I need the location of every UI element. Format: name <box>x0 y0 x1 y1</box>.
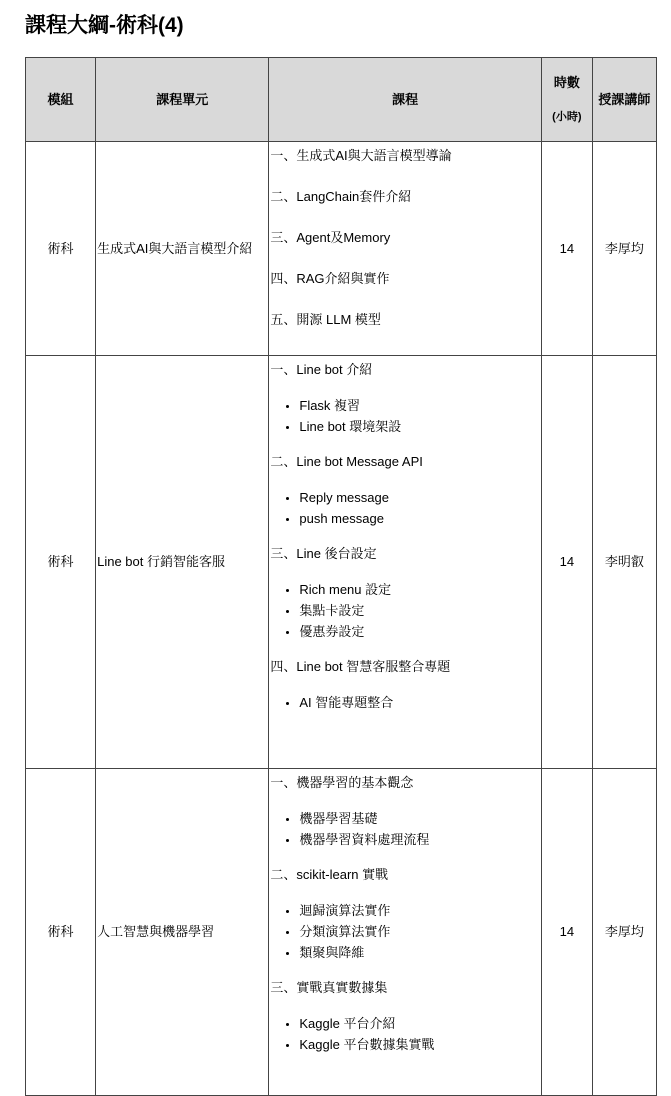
hours-cell: 14 <box>541 356 592 769</box>
list-item: • 機器學習基礎 <box>299 808 540 829</box>
list-item: • 分類演算法實作 <box>299 921 540 942</box>
list-item: • 優惠券設定 <box>299 621 540 642</box>
list-item: • 迴歸演算法實作 <box>299 900 540 921</box>
section-heading: 二、Line bot Message API <box>270 454 423 469</box>
list-item: • Kaggle 平台數據集實戰 <box>299 1034 540 1055</box>
table-header-row <box>26 58 657 142</box>
table-row <box>26 769 657 1096</box>
section-heading: 三、Agent及Memory <box>270 230 391 245</box>
topic-list <box>270 900 540 963</box>
list-item: • 類聚與降維 <box>299 942 540 963</box>
table-row <box>26 356 657 769</box>
list-item: • 機器學習資料處理流程 <box>299 829 540 850</box>
hours-cell: 14 <box>541 142 592 356</box>
module-cell: 術科 <box>26 769 96 1096</box>
unit-cell: Line bot 行銷智能客服 <box>96 356 269 769</box>
section-heading: 一、Line bot 介紹 <box>270 362 373 377</box>
topic-list <box>270 1013 540 1055</box>
list-item: • AI 智能專題整合 <box>299 692 540 713</box>
topic-list <box>270 692 540 713</box>
list-item: • Line bot 環境架設 <box>299 416 540 437</box>
instructor-cell: 李厚均 <box>592 142 656 356</box>
topic-list <box>270 487 540 529</box>
header-hours-unit: (小時) <box>552 110 582 123</box>
header-course: 課程 <box>269 58 541 142</box>
unit-cell: 生成式AI與大語言模型介紹 <box>96 142 269 356</box>
section-heading: 四、RAG介紹與實作 <box>270 271 390 286</box>
list-item: • Kaggle 平台介紹 <box>299 1013 540 1034</box>
hours-cell: 14 <box>541 769 592 1096</box>
unit-cell: 人工智慧與機器學習 <box>96 769 269 1096</box>
list-item: • push message <box>299 508 540 529</box>
section-heading: 一、生成式AI與大語言模型導論 <box>270 148 452 163</box>
header-hours <box>541 58 592 142</box>
section-heading: 四、Line bot 智慧客服整合專題 <box>270 659 451 674</box>
section-heading: 一、機器學習的基本觀念 <box>270 775 414 790</box>
section-heading: 三、Line 後台設定 <box>270 546 377 561</box>
section-heading: 二、LangChain套件介紹 <box>270 189 412 204</box>
header-unit: 課程單元 <box>96 58 269 142</box>
section-heading: 三、實戰真實數據集 <box>270 980 388 995</box>
module-cell: 術科 <box>26 356 96 769</box>
header-instructor: 授課講師 <box>592 58 656 142</box>
page-title: 課程大綱-術科(4) <box>25 14 184 37</box>
topic-list <box>270 395 540 437</box>
instructor-cell: 李厚均 <box>592 769 656 1096</box>
course-cell <box>269 142 541 356</box>
topic-list <box>270 579 540 642</box>
section-heading: 五、開源 LLM 模型 <box>270 312 381 327</box>
list-item: • Flask 複習 <box>299 395 540 416</box>
header-module: 模組 <box>26 58 96 142</box>
syllabus-table <box>25 57 657 1096</box>
header-hours-label: 時數 <box>553 74 580 90</box>
instructor-cell: 李明叡 <box>592 356 656 769</box>
topic-list <box>270 808 540 850</box>
course-cell <box>269 769 541 1096</box>
list-item: • 集點卡設定 <box>299 600 540 621</box>
module-cell: 術科 <box>26 142 96 356</box>
list-item: • Reply message <box>299 487 540 508</box>
table-row <box>26 142 657 356</box>
course-cell <box>269 356 541 769</box>
section-heading: 二、scikit-learn 實戰 <box>270 867 389 882</box>
list-item: • Rich menu 設定 <box>299 579 540 600</box>
